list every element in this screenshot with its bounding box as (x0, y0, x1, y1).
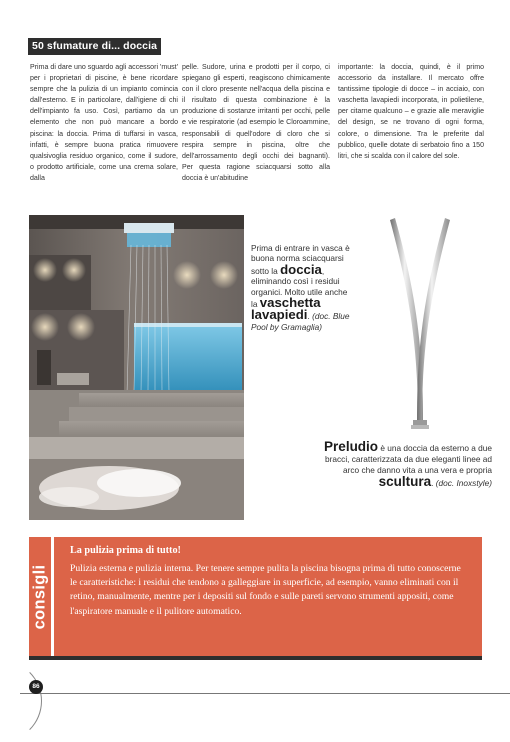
decorative-curve (0, 660, 42, 742)
shower-pool-photo (29, 215, 244, 520)
photo-credit: (doc. Inoxstyle) (435, 478, 492, 488)
caption-text: Prima di entrare in vasca è buona norma sciacquarsi sotto la (251, 243, 350, 276)
tip-body: Pulizia esterna e pulizia interna. Per tenere sempre pulita la piscina bisogna prima di tutto conoscerne le caratteristiche: i residui che tendono a galleggiare in superficie, ad esempio, vanno eliminati con il retino, manualmente, mentre per i depositi sul fondo e sulle pareti servono strumenti appositi, come l'aspiratore manuale e il pulitore automatico. (70, 563, 461, 617)
caption-text: è una doccia da esterno a due bracci, caratterizzata da due eleganti linee ad arco che danno vita a una vera e propria (325, 443, 492, 475)
tip-title: La pulizia prima di tutto! (70, 545, 181, 556)
twin-arm-shower-illustration (384, 214, 456, 436)
shower-pool-illustration (29, 215, 244, 520)
tip-box (54, 537, 482, 656)
consigli-label: consigli (30, 564, 49, 629)
photo-caption-right (318, 441, 492, 489)
caption-text: . (307, 311, 310, 322)
caption-highlight: Preludio (324, 439, 379, 454)
caption-highlight: doccia (280, 261, 322, 277)
body-column-1: Prima di dare uno sguardo agli accessori 'must' per i proprietari di piscine, è bene ricordare sempre che la pulizia di un impianto comincia dall'esterno. E in particolare, dall'igiene di chi dell'impianto fa uso. Così, partiamo da un elemento che non può mancare a bordo piscina: la doccia. Prima di tuffarsi in vasca, infatti, è sempre buona pratica rimuovere qualsivoglia residuo organico, come il sudore, o prodotto artificiale, come una crema solare, dalla (30, 64, 178, 182)
photo-caption-left (251, 243, 355, 332)
caption-highlight: vaschetta lavapiedi (251, 295, 321, 323)
tip-box-border (29, 656, 482, 660)
article-title: 50 sfumature di... doccia (28, 38, 161, 55)
footer-rule (20, 693, 510, 694)
consigli-tab (29, 537, 51, 656)
photo-credit: (doc. Blue Pool by Gramaglia) (251, 311, 350, 332)
body-column-2: pelle. Sudore, urina e prodotti per il corpo, ci spiegano gli esperti, reagiscono chimicamente con il cloro presente nell'acqua della piscina e il risultato di questa combinazione è la produzione di sostanze irritanti per occhi, pelle e vie respiratorie (ad esempio le Cloroammine, responsabili di quell'odore di cloro che si respira sempre in piscina, oltre che dell'arrossamento degli occhi dei bagnanti). Per questa ragione sciacquarsi sotto alla doccia è un'abitudine (182, 64, 330, 182)
body-column-3: importante: la doccia, quindi, è il primo accessorio da installare. Il mercato offre tantissime tipologie di docce – in acciaio, con vaschetta lavapiedi incorporata, in polietilene, per citarne qualcuno – e grazie alle meraviglie del design, se ne trovano di ogni forma, colore, o dimensione. Tra le preferite dal pubblico, quelle dotate di serbatoio fino a 150 litri, che si scalda con il calore del sole. (338, 64, 484, 160)
preludio-shower-photo (384, 214, 456, 436)
page-number: 86 (29, 680, 43, 694)
caption-text: . (431, 478, 436, 488)
caption-text: , eliminando così i residui organici. Molto utile anche la (251, 265, 348, 310)
caption-highlight: scultura (378, 474, 432, 489)
